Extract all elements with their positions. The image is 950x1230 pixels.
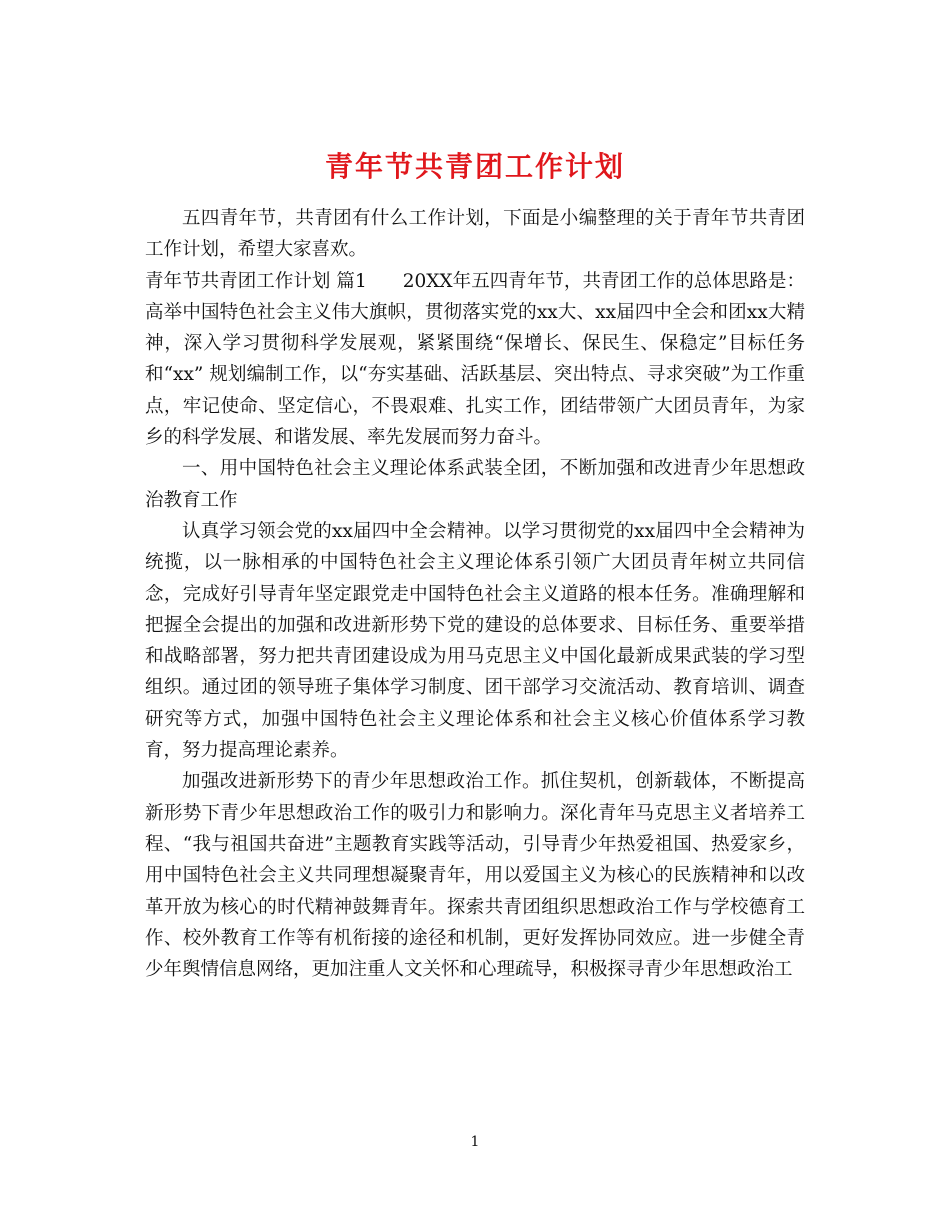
intro-paragraph: 五四青年节，共青团有什么工作计划，下面是小编整理的关于青年节共青团工作计划，希望大家喜欢。: [145, 208, 805, 261]
paragraph-2: 加强改进新形势下的青少年思想政治工作。抓住契机，创新载体，不断提高新形势下青少年思想政治工作的吸引力和影响力。深化青年马克思主义者培养工程、“我与祖国共奋进”主题教育实践等活动，引导青少年热爱祖国、热爱家乡，用中国特色社会主义共同理想凝聚青年，用以爱国主义为核心的民族精神和以改革开放为核心的时代精神鼓舞青年。探索共青团组织思想政治工作与学校德育工作、校外教育工作等有机衔接的途径和机制，更好发挥协同效应。进一步健全青少年舆情信息网络，更加注重人文关怀和心理疏导，积极探寻青少年思想政治工: [145, 771, 805, 981]
document-body: [145, 203, 805, 985]
heading-1: 一、用中国特色社会主义理论体系武装全团，不断加强和改进青少年思想政治教育工作: [145, 458, 805, 511]
paragraph-1: 认真学习领会党的xx届四中全会精神。以学习贯彻党的xx届四中全会精神为统揽，以一脉相承的中国特色社会主义理论体系引领广大团员青年树立共同信念，完成好引导青年坚定跟党走中国特色社会主义道路的根本任务。准确理解和把握全会提出的加强和改进新形势下党的建设的总体要求、目标任务、重要举措和战略部署，努力把共青团建设成为用马克思主义中国化最新成果武装的学习型组织。通过团的领导班子集体学习制度、团干部学习交流活动、教育培训、调查研究等方式，加强中国特色社会主义理论体系和社会主义核心价值体系学习教育，努力提高理论素养。: [145, 520, 805, 762]
section-first-text: 20XX年五四青年节，共青团工作的总体思路是：高举中国特色社会主义伟大旗帜，贯彻落实党的xx大、xx届四中全会和团xx大精神，深入学习贯彻科学发展观，紧紧围绕“保增长、保民生、保稳定”目标任务和“xx” 规划编制工作，以“夯实基础、活跃基层、突出特点、寻求突破”为工作重点，牢记使命、坚定信心，不畏艰难、扎实工作，团结带领广大团员青年，为家乡的科学发展、和谐发展、率先发展而努力奋斗。: [145, 270, 805, 449]
section-paragraph: [145, 266, 805, 454]
document-title: 青年节共青团工作计划: [324, 149, 625, 183]
section-label: 青年节共青团工作计划 篇1: [145, 270, 367, 292]
page-number: 1: [470, 1134, 480, 1150]
